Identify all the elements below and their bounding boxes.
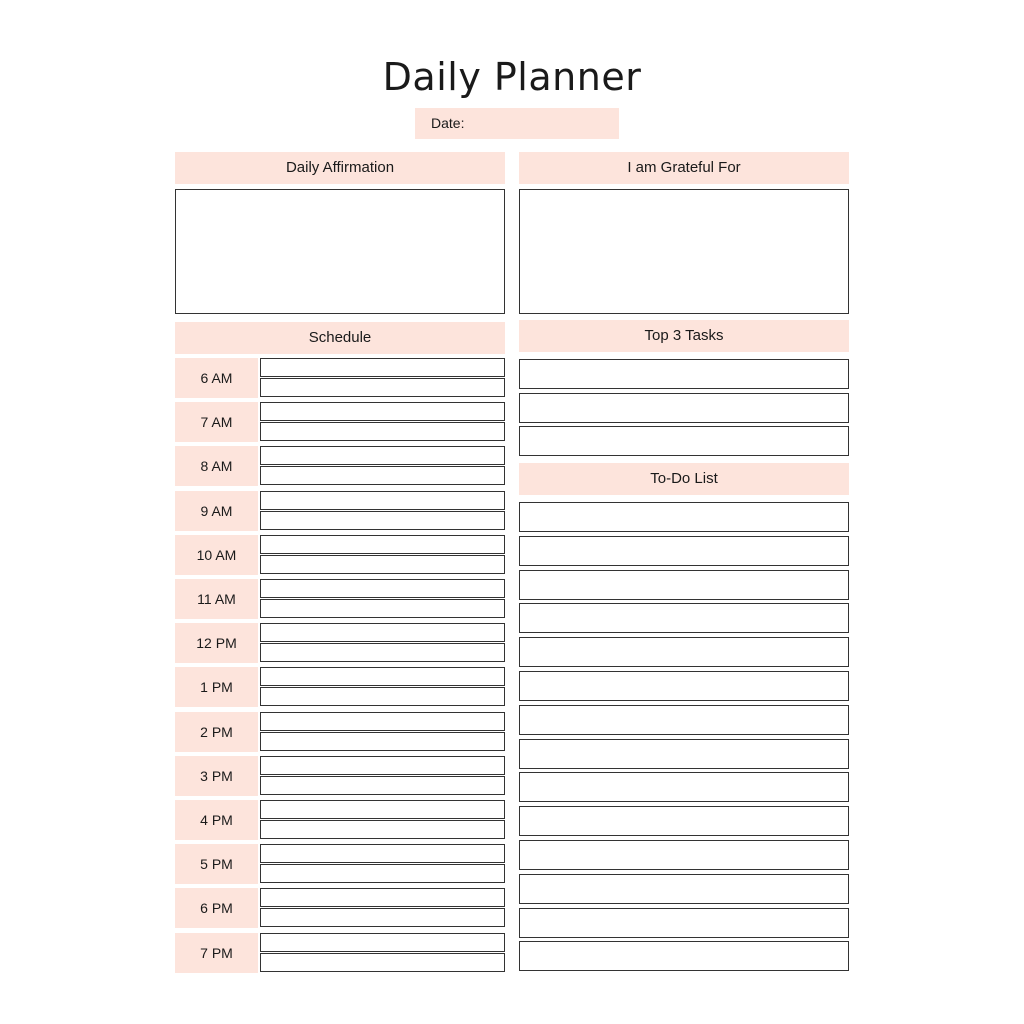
schedule-slot[interactable] xyxy=(260,776,505,795)
affirmation-box[interactable] xyxy=(175,189,505,314)
top-tasks-header: Top 3 Tasks xyxy=(519,320,849,352)
todo-row[interactable] xyxy=(519,739,849,769)
schedule-time-label: 4 PM xyxy=(175,800,258,840)
schedule-time-label: 7 AM xyxy=(175,402,258,442)
grateful-header: I am Grateful For xyxy=(519,152,849,184)
todo-row[interactable] xyxy=(519,806,849,836)
top-task-row[interactable] xyxy=(519,393,849,423)
schedule-slot[interactable] xyxy=(260,599,505,618)
top-task-row[interactable] xyxy=(519,359,849,389)
grateful-box[interactable] xyxy=(519,189,849,314)
schedule-slot[interactable] xyxy=(260,378,505,397)
todo-row[interactable] xyxy=(519,536,849,566)
schedule-slot[interactable] xyxy=(260,446,505,465)
todo-row[interactable] xyxy=(519,840,849,870)
schedule-header: Schedule xyxy=(175,322,505,354)
schedule-time-label: 9 AM xyxy=(175,491,258,531)
page-title: Daily Planner xyxy=(382,55,642,99)
todo-row[interactable] xyxy=(519,705,849,735)
schedule-slot[interactable] xyxy=(260,358,505,377)
date-label: Date: xyxy=(431,115,465,131)
schedule-slot[interactable] xyxy=(260,800,505,819)
schedule-slot[interactable] xyxy=(260,667,505,686)
schedule-slot[interactable] xyxy=(260,491,505,510)
schedule-time-label: 6 AM xyxy=(175,358,258,398)
schedule-slot[interactable] xyxy=(260,933,505,952)
todo-row[interactable] xyxy=(519,874,849,904)
schedule-time-label: 2 PM xyxy=(175,712,258,752)
schedule-slot[interactable] xyxy=(260,864,505,883)
affirmation-header: Daily Affirmation xyxy=(175,152,505,184)
schedule-slot[interactable] xyxy=(260,643,505,662)
schedule-slot[interactable] xyxy=(260,511,505,530)
schedule-slot[interactable] xyxy=(260,466,505,485)
todo-row[interactable] xyxy=(519,570,849,600)
todo-row[interactable] xyxy=(519,908,849,938)
todo-row[interactable] xyxy=(519,502,849,532)
schedule-time-label: 5 PM xyxy=(175,844,258,884)
schedule-time-label: 7 PM xyxy=(175,933,258,973)
schedule-slot[interactable] xyxy=(260,908,505,927)
todo-row[interactable] xyxy=(519,671,849,701)
todo-row[interactable] xyxy=(519,637,849,667)
todo-header: To-Do List xyxy=(519,463,849,495)
schedule-time-label: 3 PM xyxy=(175,756,258,796)
schedule-time-label: 11 AM xyxy=(175,579,258,619)
schedule-time-label: 1 PM xyxy=(175,667,258,707)
top-task-row[interactable] xyxy=(519,426,849,456)
schedule-slot[interactable] xyxy=(260,888,505,907)
schedule-slot[interactable] xyxy=(260,555,505,574)
schedule-slot[interactable] xyxy=(260,732,505,751)
schedule-time-label: 6 PM xyxy=(175,888,258,928)
schedule-time-label: 10 AM xyxy=(175,535,258,575)
schedule-slot[interactable] xyxy=(260,687,505,706)
schedule-slot[interactable] xyxy=(260,712,505,731)
schedule-time-label: 12 PM xyxy=(175,623,258,663)
schedule-time-label: 8 AM xyxy=(175,446,258,486)
schedule-slot[interactable] xyxy=(260,535,505,554)
schedule-slot[interactable] xyxy=(260,756,505,775)
schedule-slot[interactable] xyxy=(260,953,505,972)
schedule-slot[interactable] xyxy=(260,402,505,421)
schedule-slot[interactable] xyxy=(260,844,505,863)
schedule-slot[interactable] xyxy=(260,579,505,598)
todo-row[interactable] xyxy=(519,772,849,802)
schedule-slot[interactable] xyxy=(260,623,505,642)
todo-row[interactable] xyxy=(519,941,849,971)
date-field[interactable] xyxy=(415,108,619,139)
schedule-slot[interactable] xyxy=(260,422,505,441)
todo-row[interactable] xyxy=(519,603,849,633)
schedule-slot[interactable] xyxy=(260,820,505,839)
